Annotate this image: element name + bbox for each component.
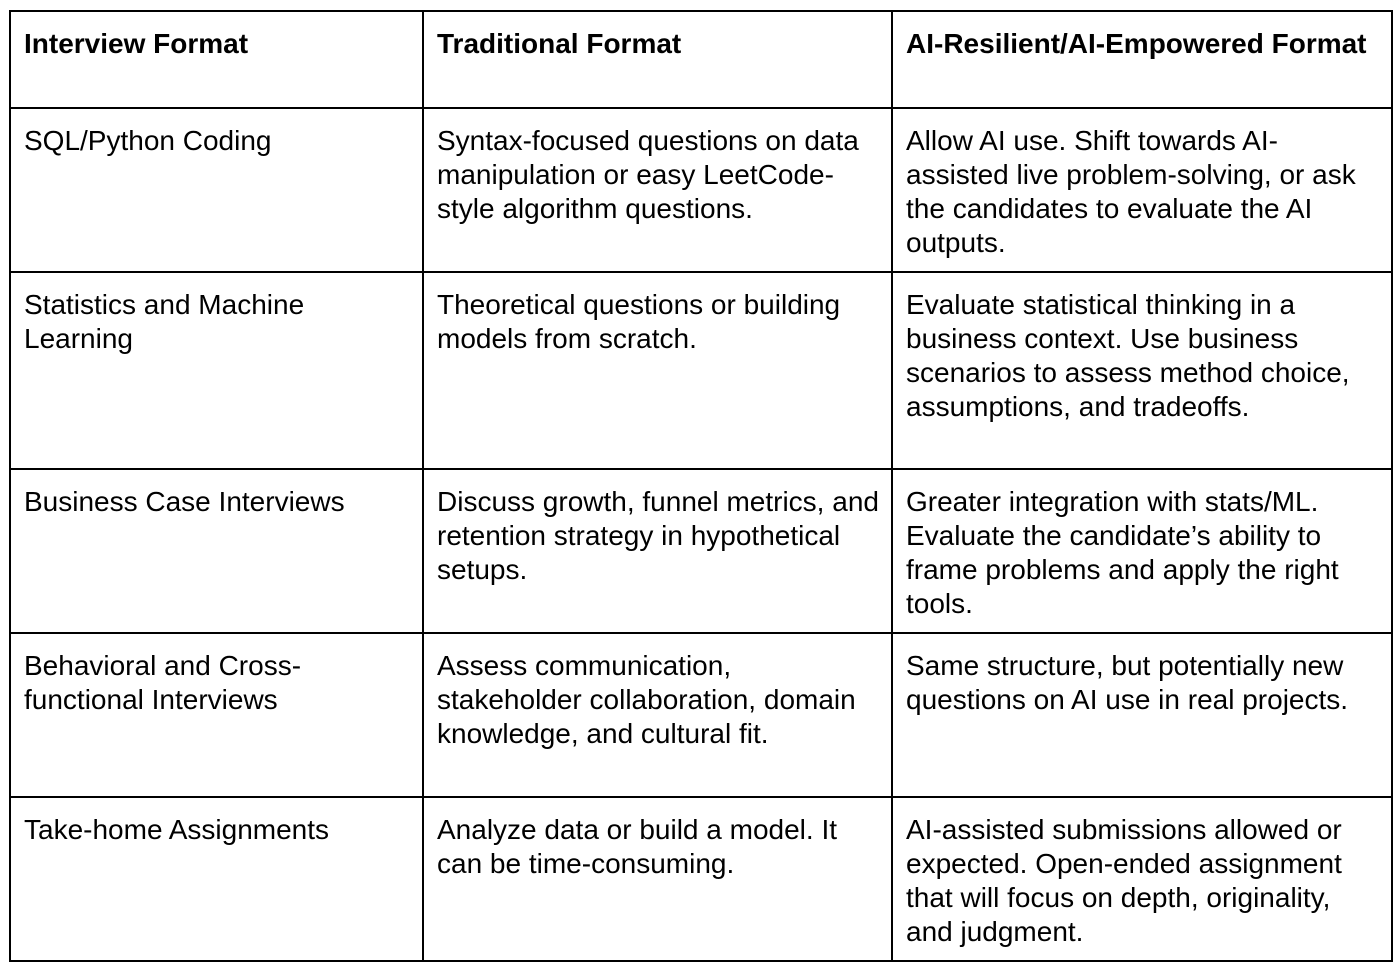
cell-interview-format: Behavioral and Cross-functional Interviews [10,633,423,797]
table-row [10,633,1392,797]
table-row [10,797,1392,961]
table-row [10,108,1392,272]
cell-interview-format: Business Case Interviews [10,469,423,633]
cell-ai-format: Greater integration with stats/ML. Evaluate the candidate’s ability to frame problems and apply the right tools. [892,469,1392,633]
cell-interview-format: Statistics and Machine Learning [10,272,423,469]
cell-interview-format: Take-home Assignments [10,797,423,961]
header-ai-format: AI-Resilient/AI-Empowered Format [892,11,1392,108]
cell-traditional-format: Syntax-focused questions on data manipulation or easy LeetCode-style algorithm questions. [423,108,892,272]
header-traditional-format: Traditional Format [423,11,892,108]
table-row [10,469,1392,633]
cell-ai-format: Same structure, but potentially new questions on AI use in real projects. [892,633,1392,797]
comparison-table-container [9,10,1393,962]
cell-ai-format: Evaluate statistical thinking in a business context. Use business scenarios to assess method choice, assumptions, and tradeoffs. [892,272,1392,469]
cell-traditional-format: Discuss growth, funnel metrics, and retention strategy in hypothetical setups. [423,469,892,633]
cell-ai-format: AI-assisted submissions allowed or expected. Open-ended assignment that will focus on depth, originality, and judgment. [892,797,1392,961]
cell-traditional-format: Analyze data or build a model. It can be time-consuming. [423,797,892,961]
table-row [10,272,1392,469]
cell-ai-format: Allow AI use. Shift towards AI-assisted live problem-solving, or ask the candidates to evaluate the AI outputs. [892,108,1392,272]
cell-interview-format: SQL/Python Coding [10,108,423,272]
table-header-row [10,11,1392,108]
cell-traditional-format: Assess communication, stakeholder collaboration, domain knowledge, and cultural fit. [423,633,892,797]
header-interview-format: Interview Format [10,11,423,108]
cell-traditional-format: Theoretical questions or building models from scratch. [423,272,892,469]
interview-format-comparison-table [9,10,1393,962]
